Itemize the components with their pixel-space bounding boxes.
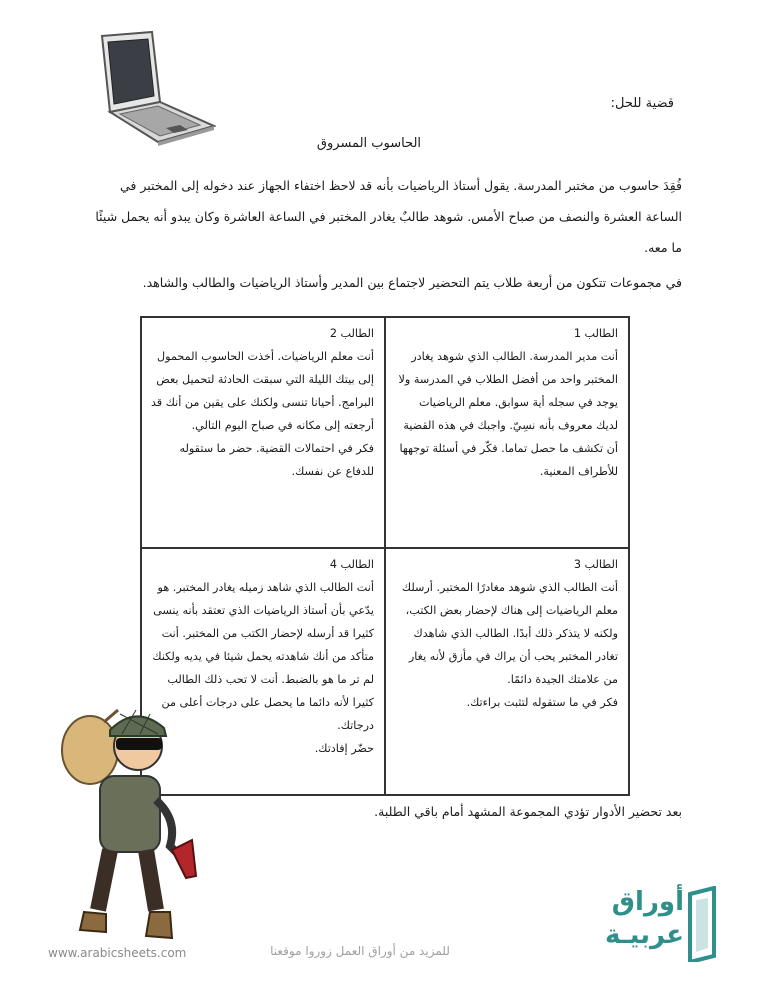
role-card-text: أنت مدير المدرسة. الطالب الذي شوهد يغادر المختبر واحد من أفضل الطلاب في المدرسة ولا يوجد في سجله أية سوابق. معلم الرياضيات لديك معروف بأنه نسِيّ. واجبك في هذه القضية أن تكشف ما حصل تماما. فكّر في أسئلة توجهها للأطراف المعنية. bbox=[398, 350, 618, 478]
role-card-text: أنت الطالب الذي شوهد مغادرًا المختبر. أرسلك معلم الرياضيات إلى هناك لإحضار بعض الكتب، ولكنه لا يتذكر ذلك أبدًا. الطالب الذي شاهدك تغادر المختبر يحب أن يراك في مأزق لأنه يغار من علامتك الجيدة دائمًا. bbox=[401, 581, 618, 686]
story-title: الحاسوب المسروق bbox=[316, 136, 422, 151]
logo-line-2: عربيـة bbox=[605, 920, 684, 950]
role-card-student-2 bbox=[141, 317, 385, 548]
role-card-text: فكر في احتمالات القضية. حضر ما ستقوله للدفاع عن نفسك. bbox=[179, 442, 374, 478]
closing-instruction: بعد تحضير الأدوار تؤدي المجموعة المشهد أمام باقي الطلبة. bbox=[374, 804, 682, 819]
role-card-title: الطالب 3 bbox=[573, 558, 618, 571]
role-card-text: فكر في ما ستقوله لتثبت براءتك. bbox=[466, 696, 618, 709]
role-card-student-1 bbox=[385, 317, 629, 548]
role-card-student-3 bbox=[385, 548, 629, 795]
laptop-illustration bbox=[88, 30, 216, 148]
role-card-title: الطالب 2 bbox=[329, 327, 374, 340]
visit-site-text: للمزيد من أوراق العمل زوروا موقعنا bbox=[270, 944, 450, 958]
role-card-text: حضّر إفادتك. bbox=[314, 742, 374, 755]
role-card-text: أنت الطالب الذي شاهد زميله يغادر المختبر. هو يدّعي بأن أستاذ الرياضيات الذي تعتقد بأنه ينسى كثيرا قد أرسله لإحضار الكتب من المختبر. أنت متأكد من أنك شاهدته يحمل شيئا في يديه ولكنك لم تر ما هو بالضبط. أنت لا تحب ذلك الطالب كثيرا لأنه دائما ما يحصل على درجات أعلى من درجاتك. bbox=[152, 581, 374, 732]
logo-line-1: أوراق bbox=[611, 887, 684, 917]
intro-paragraph: فُقِدَ حاسوب من مختبر المدرسة. يقول أستاذ الرياضيات بأنه قد لاحظ اختفاء الجهاز عند دخوله إلى المختبر في الساعة العشرة والنصف من صباح الأمس. شوهد طالبٌ يغادر المختبر في الساعة العاشرة وكان يبدو أنه يحمل شيئًا ما معه. bbox=[95, 178, 682, 255]
groups-instruction: في مجموعات تتكون من أربعة طلاب يتم التحضير لاجتماع بين المدير وأستاذ الرياضيات والطالب والشاهد. bbox=[142, 275, 682, 290]
thief-illustration bbox=[60, 700, 220, 950]
role-card-title: الطالب 4 bbox=[329, 558, 374, 571]
role-card-title: الطالب 1 bbox=[573, 327, 618, 340]
role-card-text: أنت معلم الرياضيات. أخذت الحاسوب المحمول إلى بيتك الليلة التي سبقت الحادثة لتحميل بعض البرامج. أحيانا تنسى ولكنك على يقين من أنك قد أرجعته إلى مكانه في صباح اليوم التالي. bbox=[150, 350, 374, 432]
section-heading: قضية للحل: bbox=[610, 96, 674, 111]
website-url[interactable]: www.arabicsheets.com bbox=[48, 946, 187, 960]
logo-wordmark bbox=[574, 886, 684, 952]
